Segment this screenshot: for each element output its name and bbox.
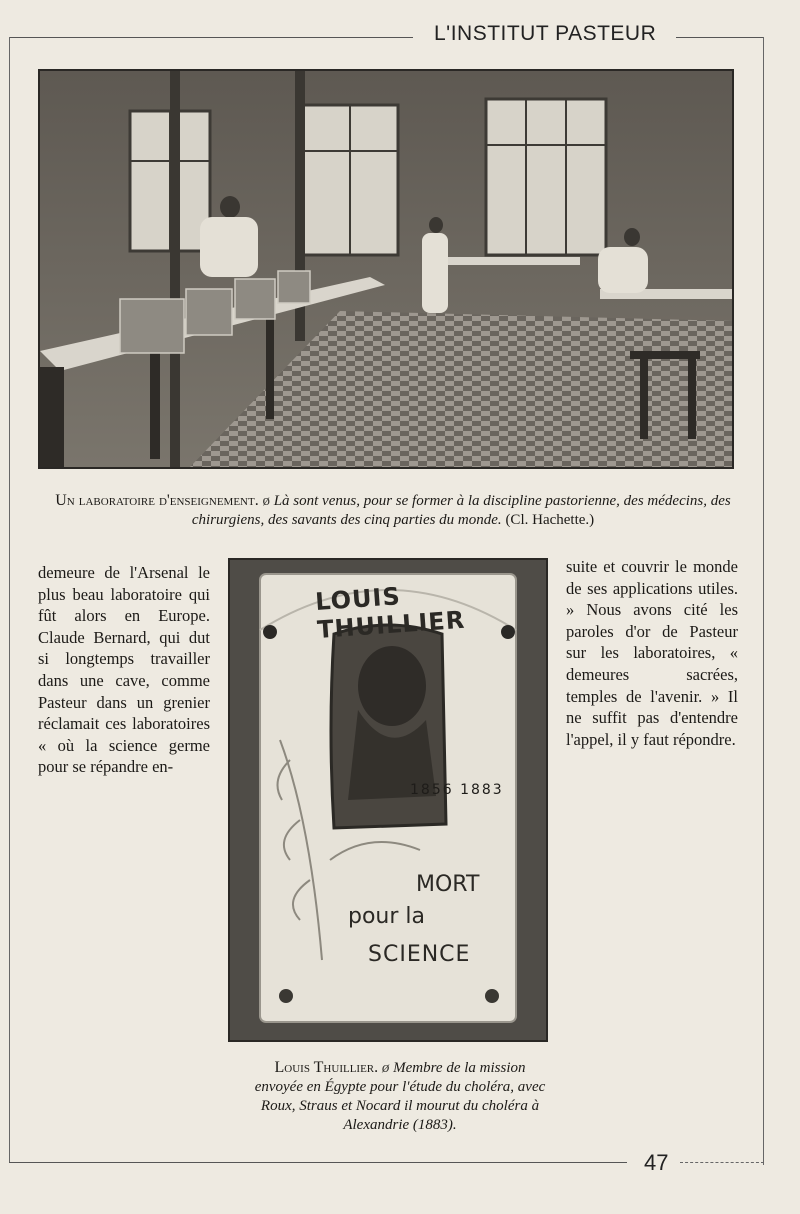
page-number: 47 xyxy=(644,1150,669,1175)
body-text-right: suite et couvrir le monde de ses applications utiles. » Nous avons cité les paroles d'or de Pasteur sur les laboratoires, « demeures sacrées, temples de l'avenir. » Il ne suffit pas d'entendre l'appel, il y faut répondre. xyxy=(566,557,738,749)
plaque-caption xyxy=(250,1058,550,1135)
plaque-caption-ornament: ø xyxy=(381,1060,390,1076)
frame-rule-top-right xyxy=(676,37,764,38)
body-text-left: demeure de l'Arsenal le plus beau laboratoire qui fût alors en Europe. Claude Bernard, qui dut si longtemps travailler dans une cave, comme Pasteur dans un grenier réclamait ces laboratoires « où la science germe pour se répandre en- xyxy=(38,563,210,777)
frame-rule-left xyxy=(9,37,10,1162)
photo-caption xyxy=(48,491,738,530)
frame-rule-top-left xyxy=(9,37,413,38)
running-head: L'INSTITUT PASTEUR xyxy=(434,22,657,45)
plaque-caption-text: Membre de la mission envoyée en Égypte pour l'étude du choléra, avec Roux, Straus et Nocard il mourut du choléra à Alexandrie (1883). xyxy=(254,1060,546,1133)
plaque-name: LOUIS THUILLIER xyxy=(314,582,467,644)
caption-ornament: ø xyxy=(262,493,270,509)
frame-rule-bottom-right xyxy=(680,1162,764,1163)
frame-rule-right xyxy=(763,37,764,1165)
laboratory-photo xyxy=(38,69,734,469)
plaque-caption-lead: Louis Thuillier. xyxy=(274,1059,379,1076)
plaque-line-pour: pour la xyxy=(348,904,425,929)
caption-lead: Un laboratoire d'enseignement. xyxy=(55,492,259,509)
plaque-line-science: SCIENCE xyxy=(368,942,471,967)
plaque-dates: 1856 1883 xyxy=(410,782,504,798)
caption-credit: (Cl. Hachette.) xyxy=(505,512,595,528)
plaque-line-mort: MORT xyxy=(416,872,480,897)
memorial-plaque xyxy=(228,558,548,1042)
caption-text: Là sont venus, pour se former à la discipline pastorienne, des médecins, des chirurgiens, des savants des cinq parties du monde. xyxy=(191,493,731,528)
frame-rule-bottom-left xyxy=(9,1162,627,1163)
